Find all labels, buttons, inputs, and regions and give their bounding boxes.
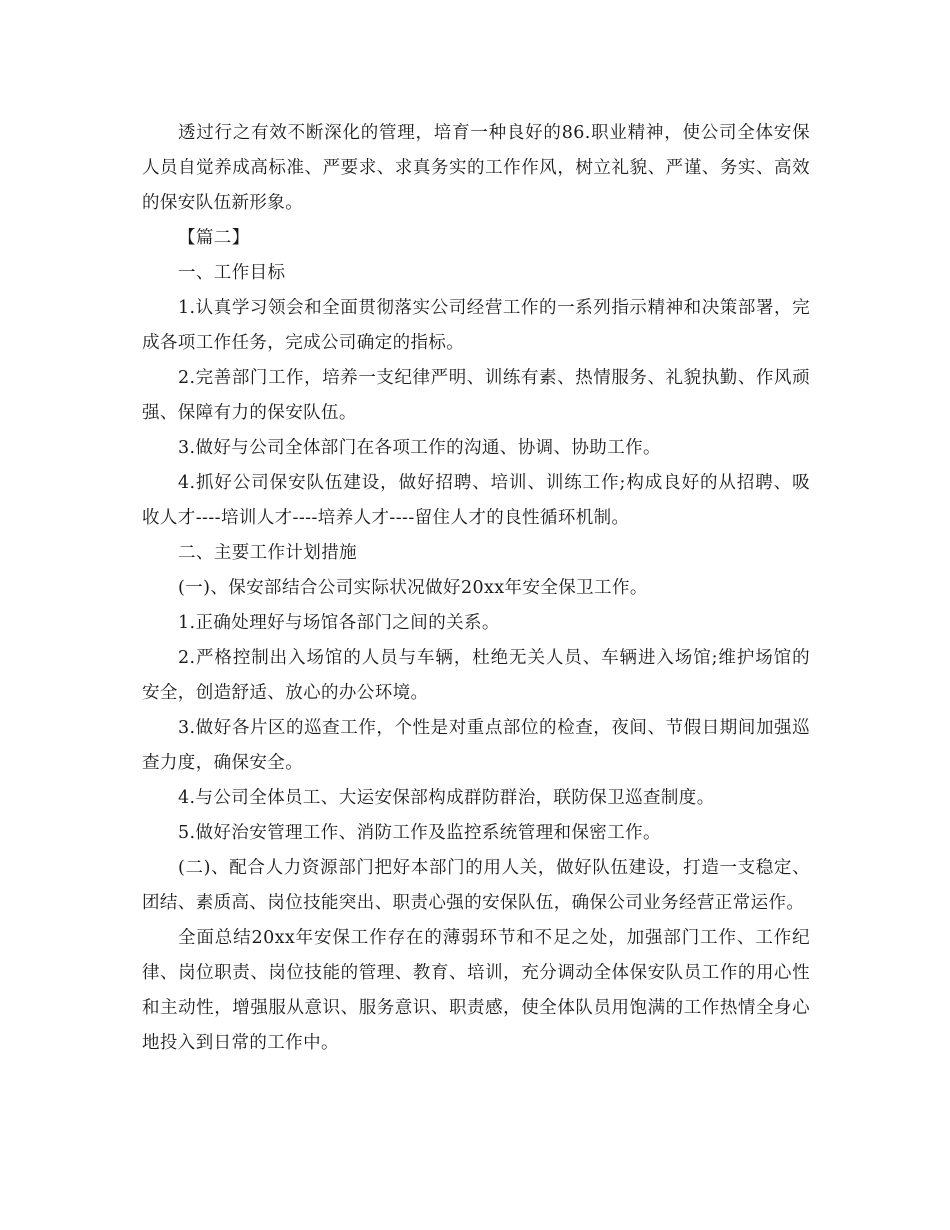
goal-item-2: 2.完善部门工作，培养一支纪律严明、训练有素、热情服务、礼貌执勤、作风顽强、保障有力的保安队伍。: [142, 368, 810, 423]
section-heading-part-two: 【篇二】: [178, 228, 250, 248]
measure-item-1: 1.正确处理好与场馆各部门之间的关系。: [178, 613, 500, 633]
subheading-team-building: (二)、配合人力资源部门把好本部门的用人关，做好队伍建设，打造一支稳定、团结、素质高、岗位技能突出、职责心强的安保队伍，确保公司业务经营正常运作。: [142, 858, 810, 913]
measure-item-2: 2.严格控制出入场馆的人员与车辆，杜绝无关人员、车辆进入场馆;维护场馆的安全，创造舒适、放心的办公环境。: [142, 648, 810, 703]
goal-item-3: 3.做好与公司全体部门在各项工作的沟通、协调、协助工作。: [178, 438, 661, 458]
heading-work-goals: 一、工作目标: [178, 263, 286, 283]
goal-item-1: 1.认真学习领会和全面贯彻落实公司经营工作的一系列指示精神和决策部署，完成各项工作任务，完成公司确定的指标。: [142, 298, 810, 353]
heading-work-plan-measures: 二、主要工作计划措施: [178, 543, 357, 563]
measure-item-3: 3.做好各片区的巡查工作，个性是对重点部位的检查，夜间、节假日期间加强巡查力度，确保安全。: [142, 718, 810, 773]
document-body: [142, 116, 810, 1061]
measure-item-5: 5.做好治安管理工作、消防工作及监控系统管理和保密工作。: [178, 823, 661, 843]
goal-item-4: 4.抓好公司保安队伍建设，做好招聘、培训、训练工作;构成良好的从招聘、吸收人才----培训人才----培养人才----留住人才的良性循环机制。: [142, 473, 810, 528]
summary-paragraph: 全面总结20xx年安保工作存在的薄弱环节和不足之处，加强部门工作、工作纪律、岗位职责、岗位技能的管理、教育、培训，充分调动全体保安队员工作的用心性和主动性，增强服从意识、服务意识、职责感，使全体队员用饱满的工作热情全身心地投入到日常的工作中。: [142, 928, 810, 1053]
intro-paragraph: 透过行之有效不断深化的管理，培育一种良好的86.职业精神，使公司全体安保人员自觉养成高标准、严要求、求真务实的工作作风，树立礼貌、严谨、务实、高效的保安队伍新形象。: [142, 123, 810, 213]
subheading-security-work: (一)、保安部结合公司实际状况做好20xx年安全保卫工作。: [178, 578, 648, 598]
measure-item-4: 4.与公司全体员工、大运安保部构成群防群治，联防保卫巡查制度。: [178, 788, 715, 808]
